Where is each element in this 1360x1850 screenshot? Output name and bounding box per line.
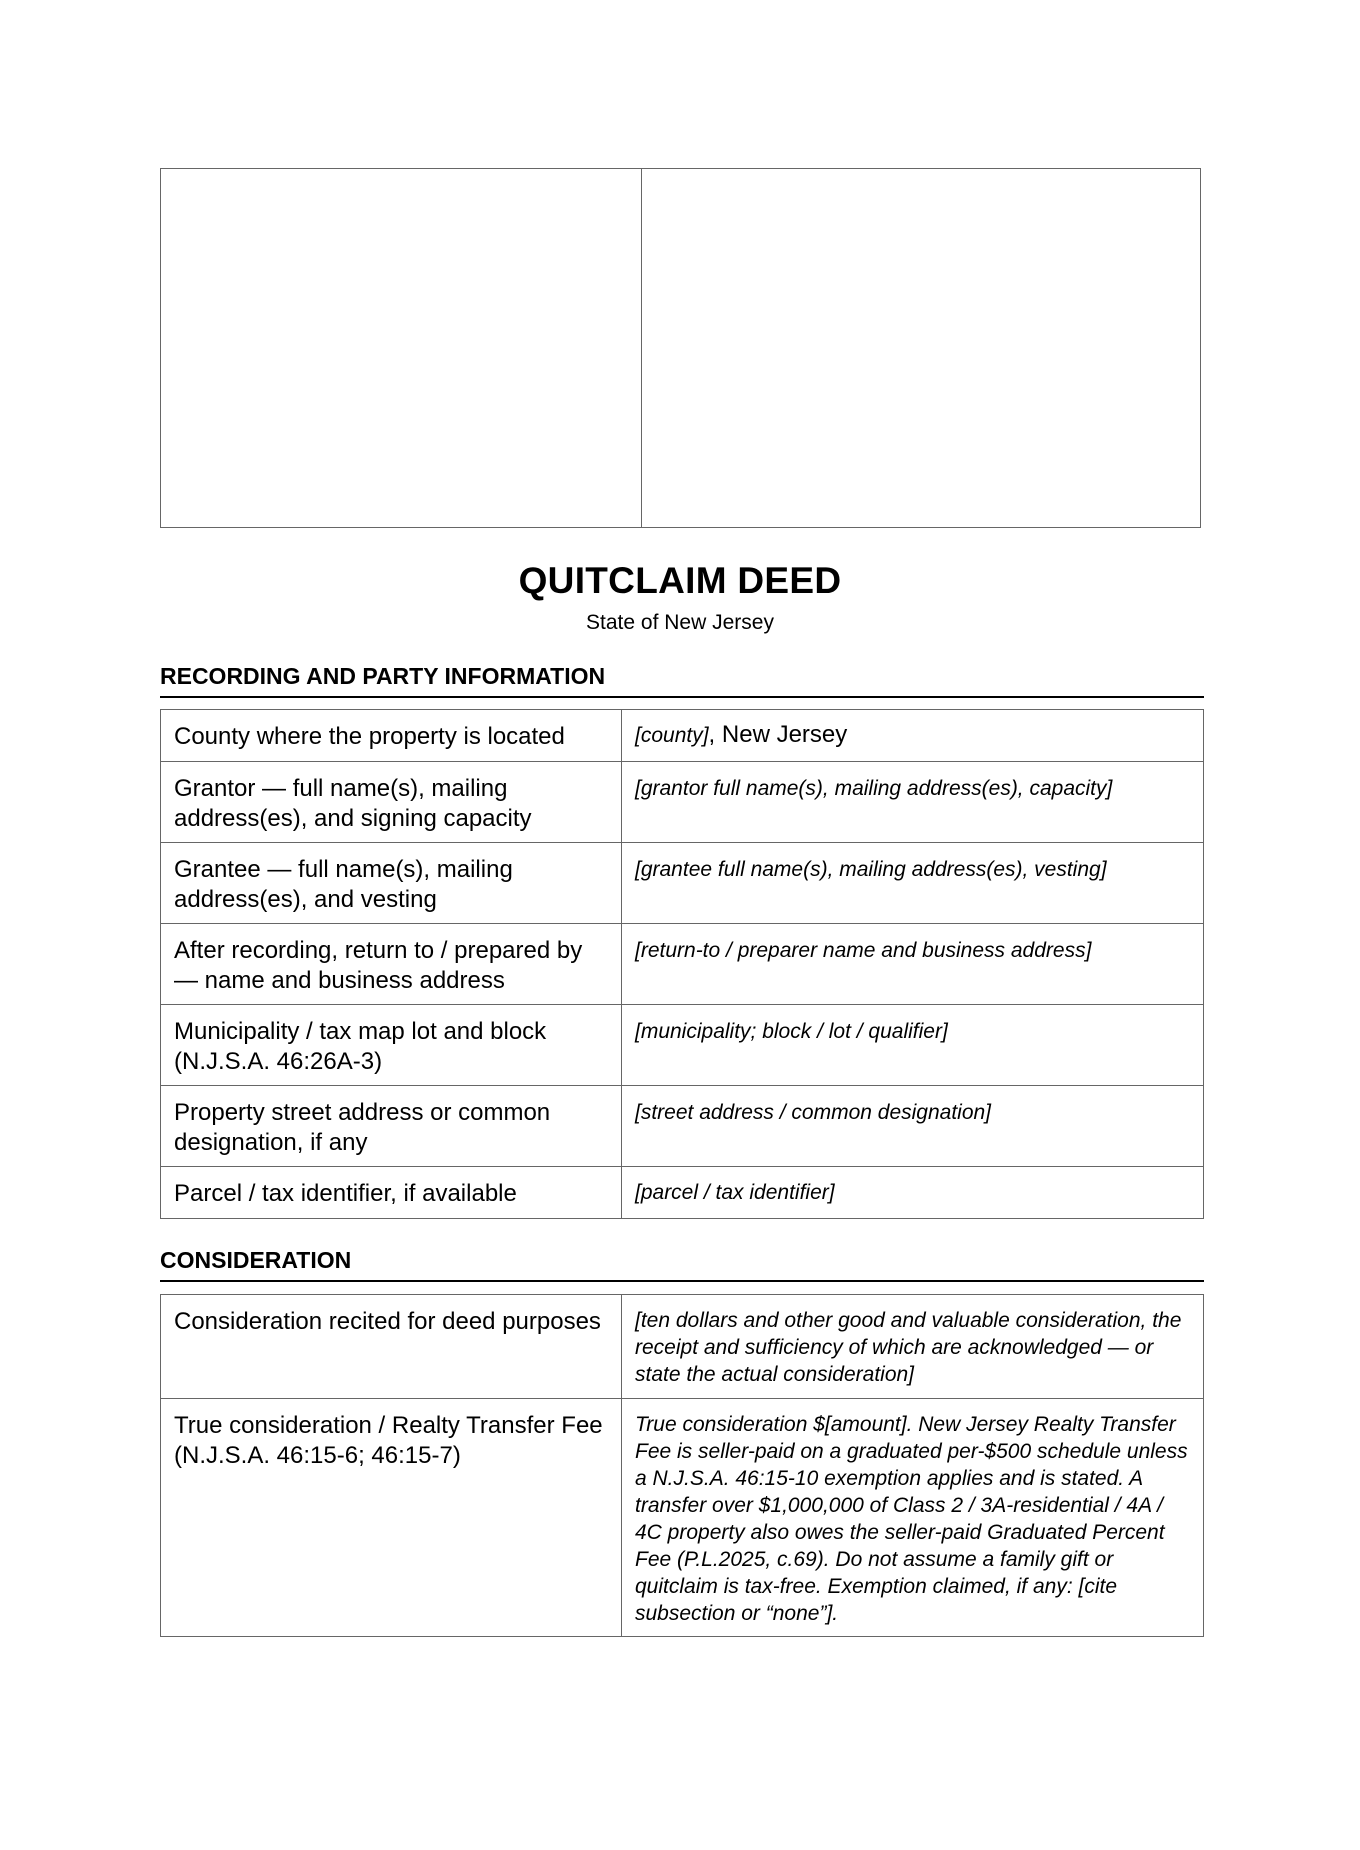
table-row <box>161 924 1204 1005</box>
table-row <box>161 1167 1204 1219</box>
row-value[interactable]: True consideration $[amount]. New Jersey Realty Transfer Fee is seller-paid on a graduated per-$500 schedule unless a N.J.S.A. 46:15-10 exemption applies and is stated. A transfer over $1,000,000 of Class 2 / 3A-residential / 4A / 4C property also owes the seller-paid Graduated Percent Fee (P.L.2025, c.69). Do not assume a family gift or quitclaim is tax-free. Exemption claimed, if any: [cite subsection or “none”]. <box>622 1399 1204 1637</box>
table-row <box>161 710 1204 762</box>
recording-stamp-area <box>160 168 1201 528</box>
section-heading-consideration: CONSIDERATION <box>160 1247 1204 1282</box>
document-subtitle: State of New Jersey <box>586 611 774 634</box>
row-value[interactable]: [grantor full name(s), mailing address(es), capacity] <box>622 762 1204 843</box>
section-heading-recording: RECORDING AND PARTY INFORMATION <box>160 663 1204 698</box>
table-row <box>161 1005 1204 1086</box>
table-row <box>161 1399 1204 1637</box>
table-row <box>161 1295 1204 1399</box>
row-label: Grantor — full name(s), mailing address(es), and signing capacity <box>161 762 622 843</box>
row-value[interactable]: [municipality; block / lot / qualifier] <box>622 1005 1204 1086</box>
row-label: True consideration / Realty Transfer Fee (N.J.S.A. 46:15-6; 46:15-7) <box>161 1399 622 1637</box>
row-label: After recording, return to / prepared by — name and business address <box>161 924 622 1005</box>
row-label: Consideration recited for deed purposes <box>161 1295 622 1399</box>
table-row <box>161 843 1204 924</box>
row-label: Grantee — full name(s), mailing address(es), and vesting <box>161 843 622 924</box>
row-label: Municipality / tax map lot and block (N.J.S.A. 46:26A-3) <box>161 1005 622 1086</box>
table-row <box>161 1086 1204 1167</box>
row-value[interactable]: [ten dollars and other good and valuable consideration, the receipt and sufficiency of which are acknowledged — or state the actual consideration] <box>622 1295 1204 1399</box>
recording-stamp-left-cell <box>161 169 642 527</box>
recording-stamp-right-cell <box>642 169 1200 527</box>
county-placeholder: [county] <box>635 724 709 747</box>
consideration-table <box>160 1294 1204 1637</box>
row-label: Property street address or common designation, if any <box>161 1086 622 1167</box>
table-row <box>161 762 1204 843</box>
row-label: Parcel / tax identifier, if available <box>161 1167 622 1219</box>
row-value[interactable]: [street address / common designation] <box>622 1086 1204 1167</box>
row-value[interactable]: [parcel / tax identifier] <box>622 1167 1204 1219</box>
row-value[interactable] <box>622 710 1204 762</box>
recording-party-table <box>160 709 1204 1219</box>
row-value[interactable]: [return-to / preparer name and business address] <box>622 924 1204 1005</box>
row-value[interactable]: [grantee full name(s), mailing address(es), vesting] <box>622 843 1204 924</box>
row-label: County where the property is located <box>161 710 622 762</box>
document-title: QUITCLAIM DEED <box>518 560 842 601</box>
county-suffix: , New Jersey <box>708 721 848 748</box>
